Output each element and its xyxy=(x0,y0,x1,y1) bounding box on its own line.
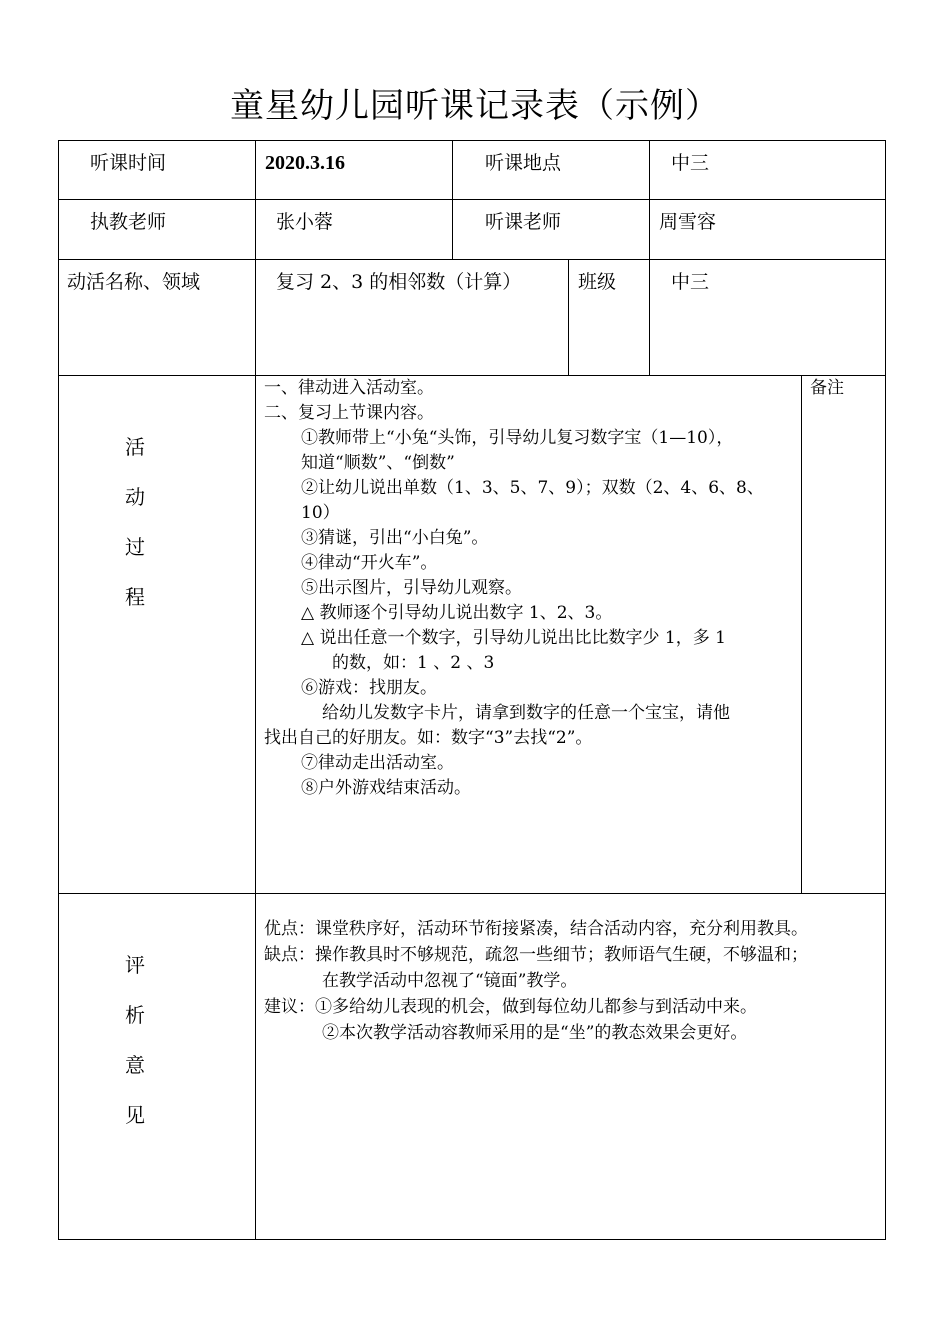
process-line: 二、复习上节课内容。 xyxy=(264,403,434,423)
evaluation-line: 建议：①多给幼儿表现的机会，做到每位幼儿都参与到活动中来。 xyxy=(264,997,757,1017)
teacher-value: 张小蓉 xyxy=(276,211,334,233)
process-line: 给幼儿发数字卡片，请拿到数字的任意一个宝宝，请他 xyxy=(322,703,730,723)
process-line: ①教师带上“小兔“头饰，引导幼儿复习数字宝（1—10）， xyxy=(301,428,734,448)
class-value: 中三 xyxy=(671,271,710,293)
evaluation-label-char: 见 xyxy=(125,1103,145,1127)
class-label: 班级 xyxy=(578,271,617,293)
evaluation-line: 优点：课堂秩序好，活动环节衔接紧凑，结合活动内容，充分利用教具。 xyxy=(264,919,808,939)
process-line: 找出自己的好朋友。如：数字“3”去找“2”。 xyxy=(264,728,593,748)
time-label: 听课时间 xyxy=(90,152,167,174)
col-divider xyxy=(649,140,650,376)
process-line: ⑦律动走出活动室。 xyxy=(301,753,454,773)
process-line: ③猜谜，引出“小白兔”。 xyxy=(301,528,489,548)
table-border-right xyxy=(885,140,886,1240)
process-line: ⑥游戏：找朋友。 xyxy=(301,678,437,698)
teacher-label: 执教老师 xyxy=(90,211,167,233)
process-line: ⑤出示图片，引导幼儿观察。 xyxy=(301,578,522,598)
process-line: △ 说出任意一个数字，引导幼儿说出比比数字少 1，多 1 xyxy=(301,628,726,648)
process-label-char: 过 xyxy=(125,535,145,559)
process-line: ②让幼儿说出单数（1、3、5、7、9）；双数（2、4、6、8、 xyxy=(301,478,764,498)
col-divider xyxy=(255,140,256,1240)
evaluation-line: ②本次教学活动容教师采用的是“坐”的教态效果会更好。 xyxy=(322,1023,748,1043)
observer-label: 听课老师 xyxy=(485,211,562,233)
table-border-top xyxy=(58,140,886,141)
place-value: 中三 xyxy=(671,152,710,174)
table-border-bottom xyxy=(58,1239,886,1240)
process-line: △ 教师逐个引导幼儿说出数字 1、2、3。 xyxy=(301,603,613,623)
activity-label: 动活名称、领域 xyxy=(67,271,201,293)
evaluation-line: 在教学活动中忽视了“镜面”教学。 xyxy=(322,971,578,991)
place-label: 听课地点 xyxy=(485,152,562,174)
process-label xyxy=(120,422,150,622)
row-divider xyxy=(58,893,886,894)
evaluation-label xyxy=(120,940,150,1140)
evaluation-line: 缺点：操作教具时不够规范，疏忽一些细节；教师语气生硬，不够温和； xyxy=(264,945,808,965)
row-divider xyxy=(58,199,886,200)
activity-value: 复习 2、3 的相邻数（计算） xyxy=(276,271,522,293)
process-line: ④律动“开火车”。 xyxy=(301,553,438,573)
process-line: 的数，如：1 、2 、3 xyxy=(332,653,495,673)
process-line: 知道“顺数”、“倒数” xyxy=(301,453,455,473)
process-label-char: 活 xyxy=(125,435,145,459)
process-line: 10） xyxy=(301,503,340,523)
process-line: ⑧户外游戏结束活动。 xyxy=(301,778,471,798)
evaluation-label-char: 意 xyxy=(125,1053,145,1077)
evaluation-label-char: 析 xyxy=(125,1003,145,1027)
table-border-left xyxy=(58,140,59,1240)
evaluation-content xyxy=(264,916,879,1046)
remarks-label: 备注 xyxy=(810,378,844,398)
process-line: 一、律动进入活动室。 xyxy=(264,378,434,398)
observer-value: 周雪容 xyxy=(659,211,717,233)
col-divider xyxy=(801,375,802,894)
row-divider xyxy=(58,259,886,260)
col-divider xyxy=(452,140,453,259)
time-value: 2020.3.16 xyxy=(265,152,345,174)
process-label-char: 程 xyxy=(125,585,145,609)
evaluation-label-char: 评 xyxy=(125,953,145,977)
col-divider xyxy=(568,259,569,376)
process-content xyxy=(264,376,794,801)
page-title: 童星幼儿园听课记录表（示例） xyxy=(230,86,720,126)
process-label-char: 动 xyxy=(125,485,145,509)
